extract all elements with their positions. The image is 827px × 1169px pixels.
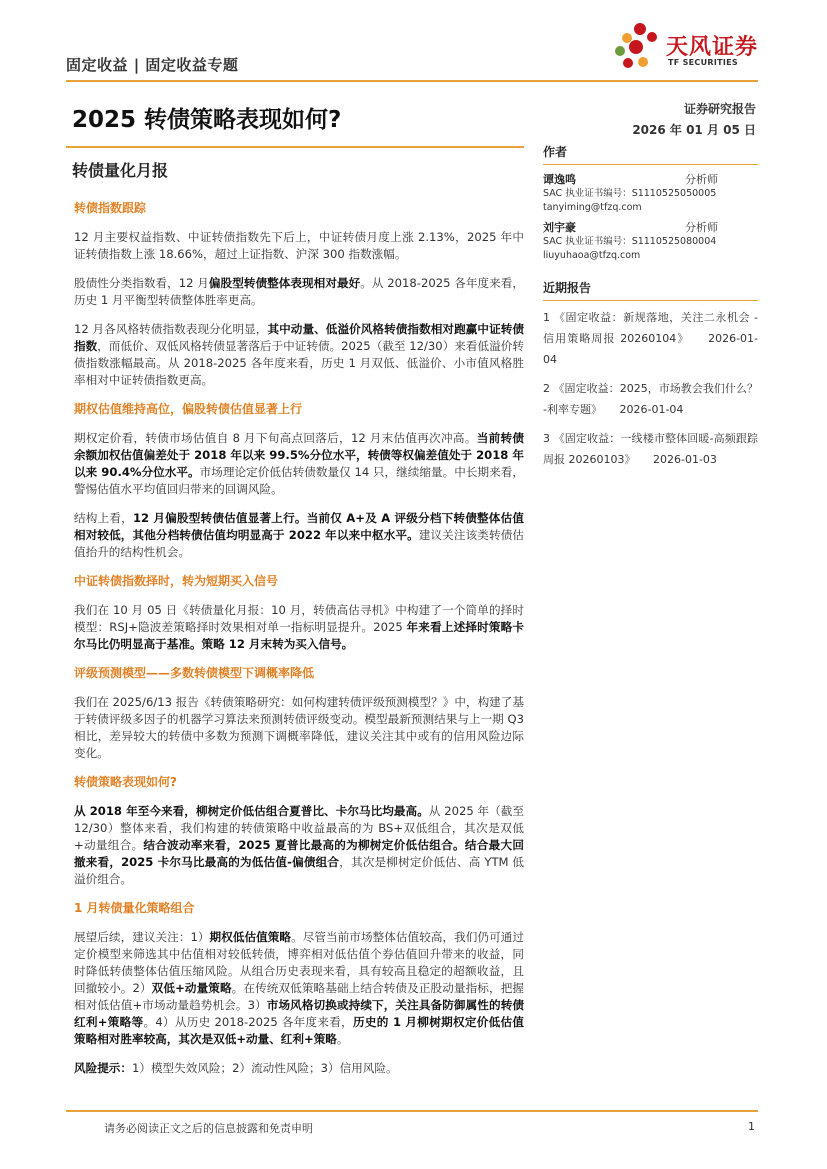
title-divider	[66, 146, 524, 148]
section-heading: 转债策略表现如何?	[74, 775, 177, 789]
recent-reports-list	[543, 307, 758, 470]
author-cert: SAC 执业证书编号：S1110525050005	[543, 188, 717, 199]
author-cert: SAC 执业证书编号：S1110525080004	[543, 236, 717, 247]
author-role: 分析师	[685, 173, 718, 186]
brand-subtitle: TF SECURITIES	[668, 58, 738, 67]
paragraph: 12 月主要权益指数、中证转债指数先下后上，中证转债月度上涨 2.13%，2025 年中证转债指数上涨 18.66%，超过上证指数、沪深 300 指数涨幅。	[74, 230, 524, 261]
section-heading: 中证转债指数择时，转为短期买入信号	[74, 574, 279, 588]
report-category: 固定收益 | 固定收益专题	[66, 56, 239, 74]
footer-divider	[66, 1110, 758, 1112]
author-name: 刘宇豪	[543, 221, 576, 234]
author-role: 分析师	[685, 221, 718, 234]
page-subtitle: 转债量化月报	[72, 161, 169, 180]
author-name: 谭逸鸣	[543, 173, 576, 186]
paragraph: 展望后续，建议关注：1）期权低估值策略。尽管当前市场整体估值较高，我们仍可通过定价模型来筛选其中估值相对较低转债，博弈相对低估值个券估值回升带来的收益，同时降低转债整体估值压缩风险。从组合历史表现来看，具有较高且稳定的超额收益，且回撤较小。2）双低+动量策略。在传统双低策略基础上结合转债及正股动量指标，把握相对低估值+市场动量趋势机会。3）市场风格切换或持续下，关注具备防御属性的转债红利+策略等。4）从历史 2018-2025 各年度来看，历史的 1 月柳树期权定价低估值策略相对胜率较高，其次是双低+动量、红利+策略。	[74, 930, 524, 1046]
recent-report-date: 2026-01-03	[653, 453, 717, 466]
header-divider	[66, 80, 758, 82]
section-heading: 1 月转债量化策略组合	[74, 901, 195, 915]
paragraph: 股债性分类指数看，12 月偏股型转债整体表现相对最好。从 2018-2025 各年度来看，历史 1 月平衡型转债整体胜率更高。	[74, 276, 524, 307]
recent-report-item[interactable]: 2 《固定收益：2025，市场教会我们什么？ -利率专题》 2026-01-04	[543, 382, 758, 416]
paragraph: 风险提示：1）模型失效风险；2）流动性风险；3）信用风险。	[74, 1061, 398, 1075]
section-heading: 评级预测模型——多数转债模型下调概率降低	[74, 666, 315, 680]
page-number: 1	[748, 1120, 755, 1133]
recent-report-item[interactable]: 3 《固定收益：一线楼市整体回暖-高频跟踪周报 20260103》 2026-01-03	[543, 432, 758, 466]
section-heading: 期权估值维持高位，偏股转债估值显著上行	[74, 402, 303, 416]
brand-name: 天风证券	[666, 35, 759, 60]
author-email[interactable]: tanyiming@tfzq.com	[543, 202, 642, 213]
author-entry	[543, 219, 758, 263]
page-title: 2025 转债策略表现如何?	[72, 107, 342, 133]
recent-report-item[interactable]: 1 《固定收益：新规落地，关注二永机会 - 信用策略周报 20260104》 2026-01-04	[543, 311, 759, 366]
footer-disclaimer[interactable]: 请务必阅读正文之后的信息披露和免责申明	[104, 1122, 313, 1135]
author-email[interactable]: liuyuhaoa@tfzq.com	[543, 250, 641, 261]
recent-report-date: 2026-01-04	[543, 332, 759, 366]
author-entry	[543, 171, 758, 215]
tf-logo-icon	[612, 20, 666, 76]
paragraph: 从 2018 年至今来看，柳树定价低估组合夏普比、卡尔马比均最高。从 2025 年（截至 12/30）整体来看，我们构建的转债策略中收益最高的为 BS+双低组合，其次是双低+动量组合。结合波动率来看，2025 夏普比最高的为柳树定价低估组合。结合最大回撤来看，2025 卡尔马比最高的为低估值-偏债组合，其次是柳树定价低估、高 YTM 低溢价组合。	[74, 804, 525, 886]
paragraph: 结构上看，12 月偏股型转债估值显著上行。当前仅 A+及 A 评级分档下转债整体估值相对较低，其他分档转债估值均明显高于 2022 年以来中枢水平。建议关注该类转债估值抬升的结构性机会。	[74, 511, 524, 559]
main-content	[74, 200, 524, 1089]
paragraph: 期权定价看，转债市场估值自 8 月下旬高点回落后，12 月末估值再次冲高。当前转债余额加权估值偏差处于 2018 年以来 99.5%分位水平，转债等权偏差值处于 2018 年以来 90.4%分位水平。市场理论定价低估转债数量仅 14 只，继续缩量。中长期来看，警惕估值水平均值回归带来的回调风险。	[74, 431, 524, 496]
section-heading: 转债指数跟踪	[74, 201, 147, 215]
paragraph: 我们在 10 月 05 日《转债量化月报：10 月，转债高估寻机》中构建了一个简单的择时模型：RSJ+隐波差策略择时效果相对单一指标明显提升。2025 年来看上述择时策略卡尔马比仍明显高于基准。策略 12 月末转为买入信号。	[74, 603, 524, 651]
recent-report-date: 2026-01-04	[619, 403, 684, 416]
report-date: 2026 年 01 月 05 日	[632, 123, 756, 137]
paragraph: 12 月各风格转债指数表现分化明显，其中动量、低溢价风格转债指数相对跑赢中证转债指数，而低价、双低风格转债显著落后于中证转债。2025（截至 12/30）来看低溢价转债指数涨幅最高。从 2018-2025 各年度来看，历史 1 月双低、低溢价、小市值风格胜率相对中证转债指数更高。	[74, 322, 524, 387]
authors-list	[543, 171, 758, 263]
paragraph: 我们在 2025/6/13 报告《转债策略研究：如何构建转债评级预测模型？》中，构建了基于转债评级多因子的机器学习算法来预测转债评级变动。模型最新预测结果与上一期 Q3 相比，差异较大的转债中多数为预测下调概率降低，建议关注其中或有的信用风险边际变化。	[74, 695, 524, 760]
authors-heading: 作者	[543, 143, 758, 165]
report-type: 证券研究报告	[683, 102, 756, 116]
sidebar	[543, 143, 758, 478]
recent-heading: 近期报告	[543, 279, 758, 301]
